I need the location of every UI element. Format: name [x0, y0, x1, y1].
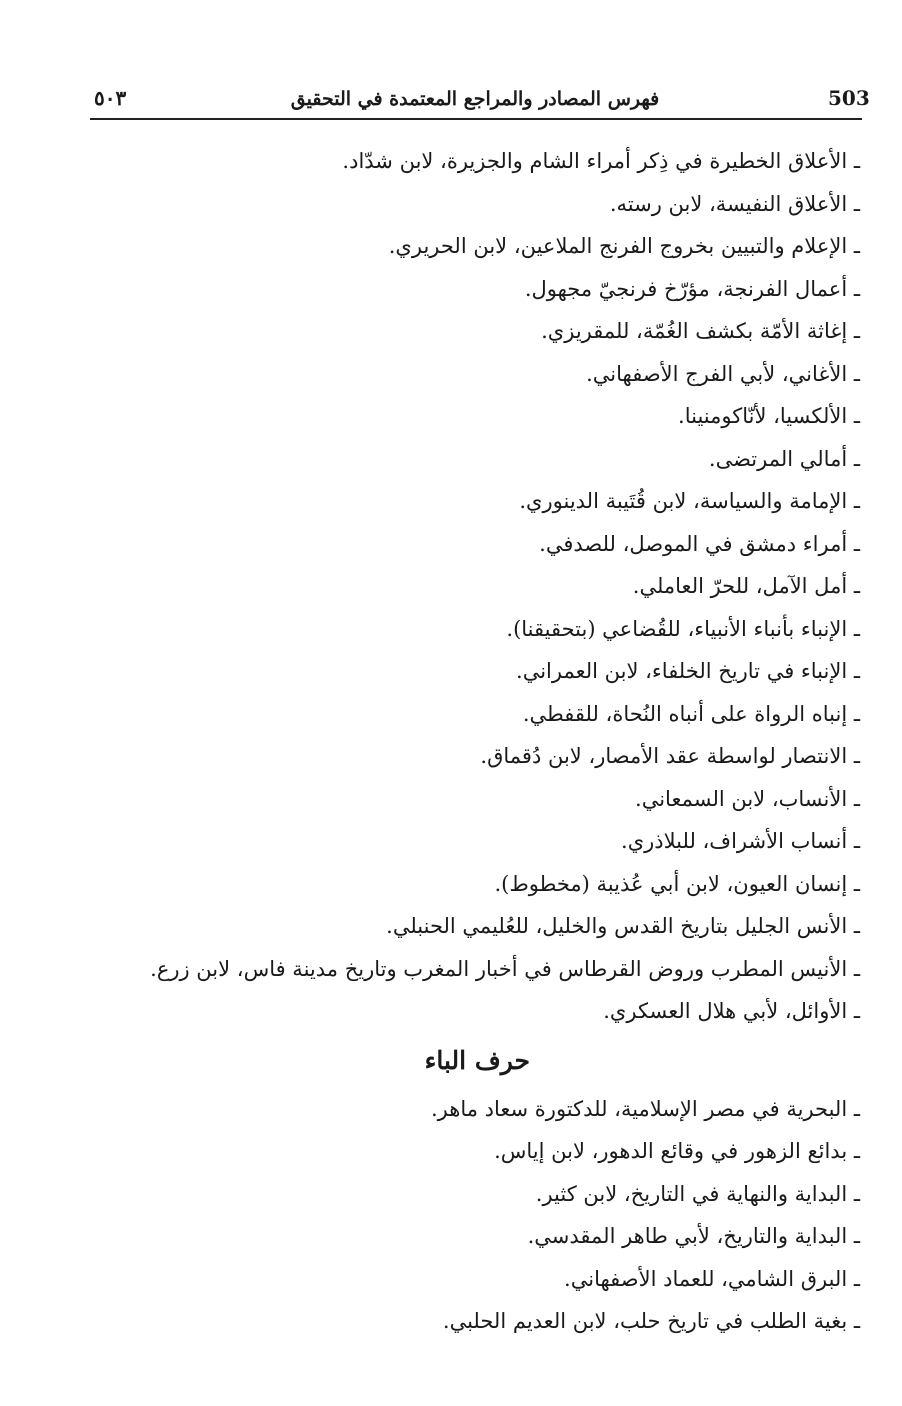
list-item: ـ إنسان العيون، لابن أبي عُذيبة (مخطوط).: [494, 871, 860, 896]
list-item: ـ البحرية في مصر الإسلامية، للدكتورة سعاد ماهر.: [430, 1096, 860, 1121]
list-item: ـ أمالي المرتضى.: [708, 446, 860, 471]
list-item: ـ البداية والتاريخ، لأبي طاهر المقدسي.: [527, 1224, 860, 1248]
list-item: ـ الإنباء في تاريخ الخلفاء، لابن العمراني.: [516, 659, 860, 683]
list-item: ـ الأوائل، لأبي هلال العسكري.: [603, 999, 860, 1023]
list-item: ـ إنباه الرواة على أنباه النُحاة، للقفطي.: [522, 701, 860, 726]
page-number-latin: 503: [828, 86, 870, 110]
list-item: ـ أمل الآمل، للحرّ العاملي.: [632, 574, 860, 598]
list-item: ـ الأنس الجليل بتاريخ القدس والخليل، للعُليمي الحنبلي.: [386, 914, 860, 938]
list-item: ـ الأغاني، لأبي الفرج الأصفهاني.: [586, 361, 860, 386]
list-item: ـ أعمال الفرنجة، مؤرّخ فرنجيّ مجهول.: [524, 276, 860, 301]
section-heading: حرف الباء: [424, 1045, 530, 1075]
page-number-arabic: ٥٠٣: [94, 86, 127, 110]
list-item: ـ الألكسيا، لأنّاكومنينا.: [678, 404, 860, 428]
list-item: ـ الأنساب، لابن السمعاني.: [635, 786, 860, 811]
bibliography-list: [80, 140, 860, 1343]
list-item: ـ البرق الشامي، للعماد الأصفهاني.: [564, 1266, 860, 1291]
list-item: ـ الإنباء بأنباء الأنبياء، للقُضاعي (بتحقيقنا).: [506, 616, 860, 641]
list-item: ـ أنساب الأشراف، للبلاذري.: [621, 829, 860, 853]
list-item: ـ بغية الطلب في تاريخ حلب، لابن العديم الحلبي.: [442, 1309, 860, 1333]
list-item: ـ الأنيس المطرب وروض القرطاس في أخبار المغرب وتاريخ مدينة فاس، لابن زرع.: [150, 956, 860, 981]
list-item: ـ الأعلاق الخطيرة في ذِكر أمراء الشام والجزيرة، لابن شدّاد.: [342, 149, 860, 173]
list-item: ـ الإمامة والسياسة، لابن قُتَيبة الدينوري.: [519, 489, 860, 513]
page-header: [90, 84, 870, 120]
list-item: ـ الإعلام والتبيين بخروج الفرنج الملاعين، لابن الحريري.: [388, 234, 860, 258]
list-item: ـ إغاثة الأمّة بكشف الغُمّة، للمقريزي.: [541, 319, 860, 343]
list-item: ـ البداية والنهاية في التاريخ، لابن كثير.: [535, 1181, 860, 1206]
running-title: فهرس المصادر والمراجع المعتمدة في التحقيق: [290, 88, 660, 110]
list-item: ـ الأعلاق النفيسة، لابن رسته.: [609, 191, 860, 216]
list-item: ـ الانتصار لواسطة عقد الأمصار، لابن دُقماق.: [480, 744, 860, 768]
list-item: ـ بدائع الزهور في وقائع الدهور، لابن إياس.: [494, 1139, 860, 1163]
list-item: ـ أمراء دمشق في الموصل، للصدفي.: [539, 531, 860, 556]
